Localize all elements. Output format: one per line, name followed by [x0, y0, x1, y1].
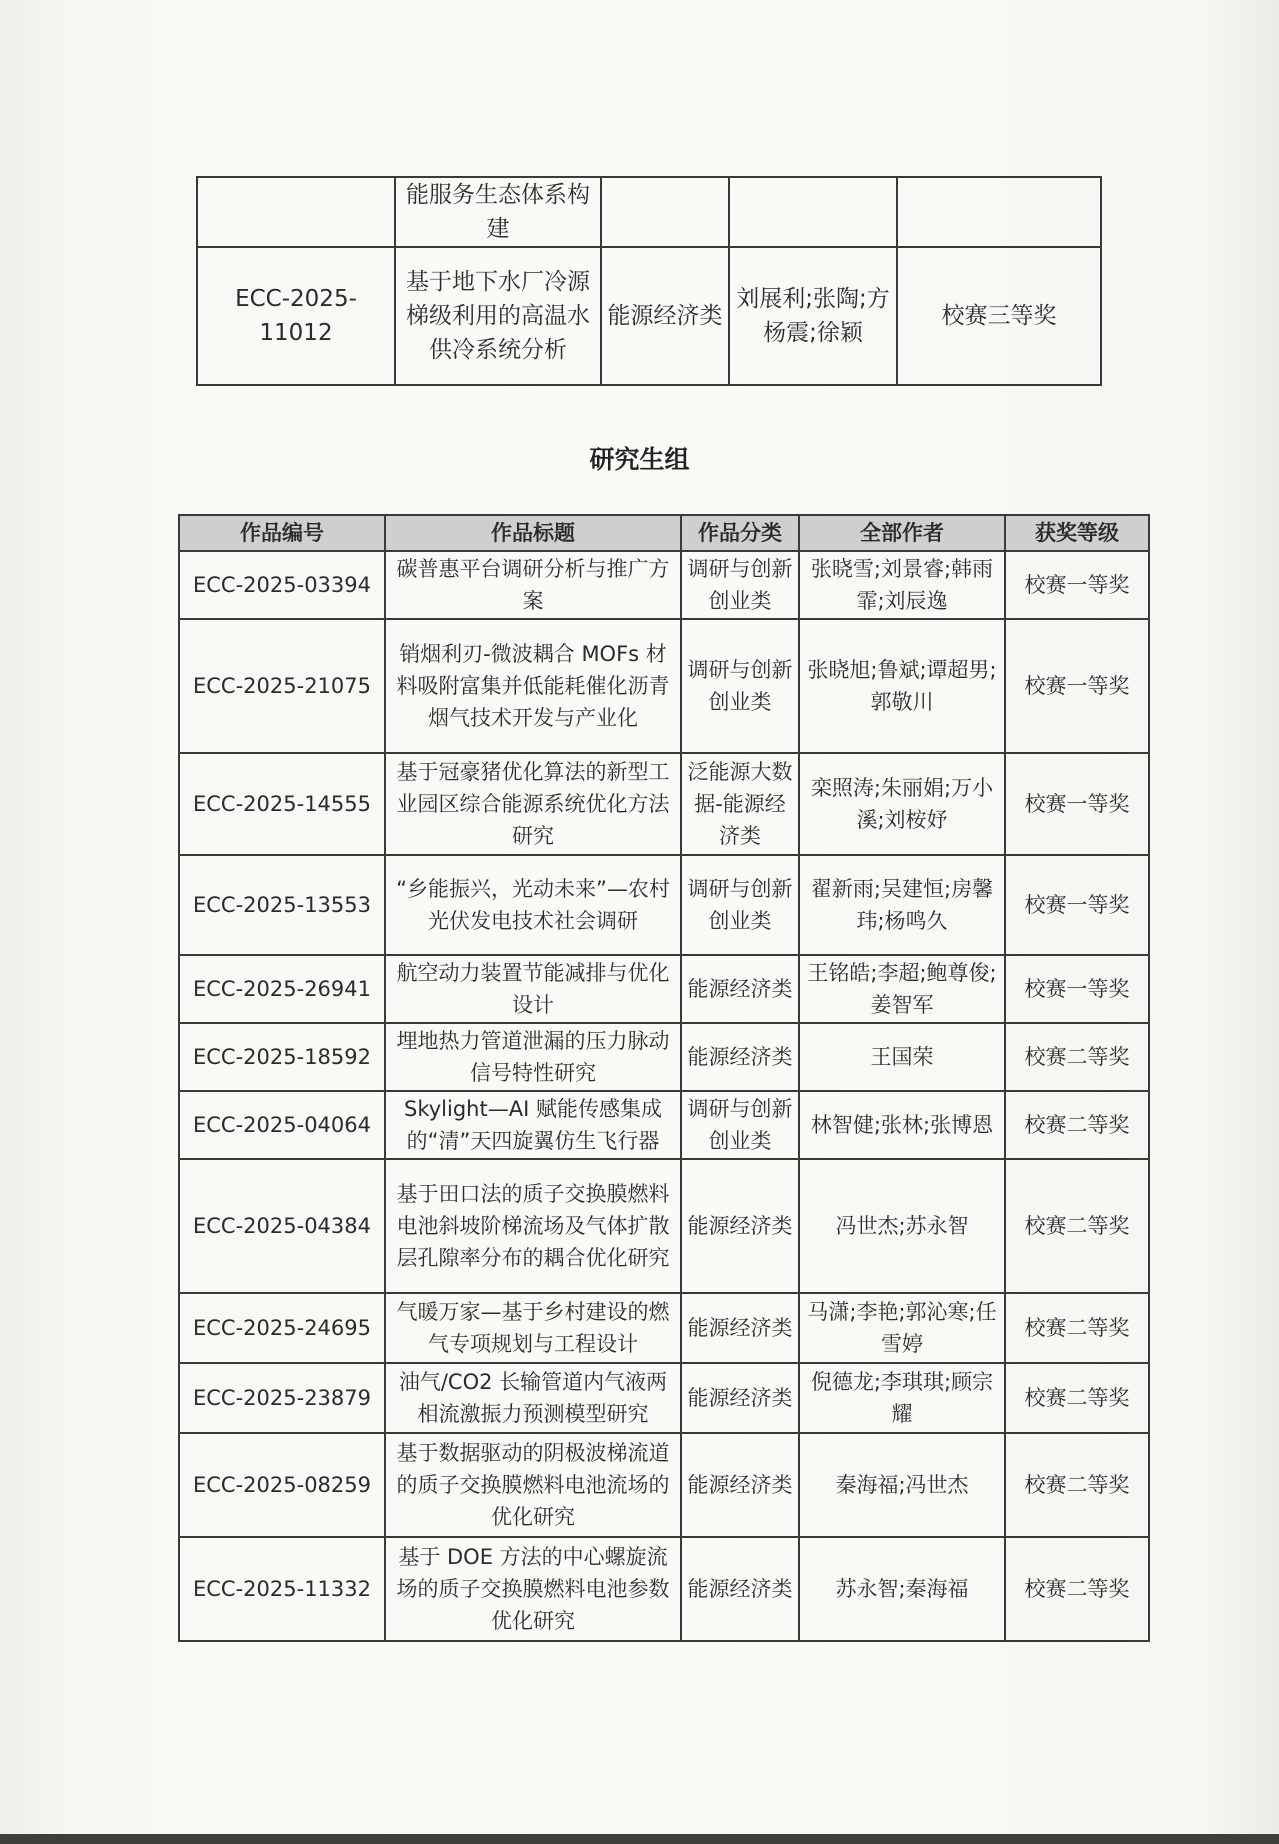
entry-award: 校赛一等奖: [1005, 619, 1149, 753]
table-row: [179, 855, 1149, 955]
header-award: 获奖等级: [1005, 515, 1149, 551]
header-authors: 全部作者: [799, 515, 1005, 551]
entry-title: 基于地下水厂冷源梯级利用的高温水供冷系统分析: [395, 247, 601, 385]
table-row: [179, 1537, 1149, 1641]
entry-category: 能源经济类: [681, 1363, 799, 1433]
table-row: [197, 247, 1101, 385]
entry-title: 油气/CO2 长输管道内气液两相流激振力预测模型研究: [385, 1363, 681, 1433]
entry-id: ECC-2025-24695: [179, 1293, 385, 1363]
entry-authors: 王铭皓;李超;鲍尊俊;姜智军: [799, 955, 1005, 1023]
entry-id: ECC-2025-11012: [197, 247, 395, 385]
entry-title: 埋地热力管道泄漏的压力脉动信号特性研究: [385, 1023, 681, 1091]
entry-authors: 苏永智;秦海福: [799, 1537, 1005, 1641]
section-title: 研究生组: [589, 445, 690, 474]
entry-id: ECC-2025-04384: [179, 1159, 385, 1293]
desk-edge: [0, 1834, 1279, 1844]
entry-category: 能源经济类: [681, 1023, 799, 1091]
entry-category: 能源经济类: [681, 1433, 799, 1537]
entry-authors: 倪德龙;李琪琪;顾宗耀: [799, 1363, 1005, 1433]
table-row: [179, 1091, 1149, 1159]
entry-title: 基于田口法的质子交换膜燃料电池斜坡阶梯流场及气体扩散层孔隙率分布的耦合优化研究: [385, 1159, 681, 1293]
entry-award: 校赛二等奖: [1005, 1023, 1149, 1091]
entry-id: ECC-2025-18592: [179, 1023, 385, 1091]
entry-category: [601, 177, 729, 247]
table-row: [179, 551, 1149, 619]
entry-category: 能源经济类: [681, 955, 799, 1023]
entry-id: ECC-2025-08259: [179, 1433, 385, 1537]
header-title: 作品标题: [385, 515, 681, 551]
entry-award: 校赛三等奖: [897, 247, 1101, 385]
entry-title: 销烟利刃-微波耦合 MOFs 材料吸附富集并低能耗催化沥青烟气技术开发与产业化: [385, 619, 681, 753]
entry-title: 基于 DOE 方法的中心螺旋流场的质子交换膜燃料电池参数优化研究: [385, 1537, 681, 1641]
entry-id: ECC-2025-26941: [179, 955, 385, 1023]
entry-title: 基于数据驱动的阴极波梯流道的质子交换膜燃料电池流场的优化研究: [385, 1433, 681, 1537]
entry-category: 能源经济类: [681, 1159, 799, 1293]
header-category: 作品分类: [681, 515, 799, 551]
table-row: [179, 955, 1149, 1023]
entry-id: ECC-2025-14555: [179, 753, 385, 855]
entry-authors: 翟新雨;吴建恒;房馨玮;杨鸣久: [799, 855, 1005, 955]
entry-title: 能服务生态体系构建: [395, 177, 601, 247]
entry-authors: 冯世杰;苏永智: [799, 1159, 1005, 1293]
table-row: [179, 619, 1149, 753]
entry-category: 能源经济类: [681, 1293, 799, 1363]
graduate-results-table: [178, 514, 1150, 1642]
entry-authors: 马潇;李艳;郭沁寒;任雪婷: [799, 1293, 1005, 1363]
entry-award: 校赛一等奖: [1005, 955, 1149, 1023]
entry-award: [897, 177, 1101, 247]
entry-award: 校赛二等奖: [1005, 1159, 1149, 1293]
entry-id: ECC-2025-21075: [179, 619, 385, 753]
entry-authors: [729, 177, 897, 247]
entry-id: ECC-2025-13553: [179, 855, 385, 955]
header-id: 作品编号: [179, 515, 385, 551]
entry-award: 校赛二等奖: [1005, 1433, 1149, 1537]
entry-title: 气暖万家—基于乡村建设的燃气专项规划与工程设计: [385, 1293, 681, 1363]
entry-award: 校赛二等奖: [1005, 1363, 1149, 1433]
entry-category: 能源经济类: [681, 1537, 799, 1641]
entry-award: 校赛一等奖: [1005, 551, 1149, 619]
entry-award: 校赛二等奖: [1005, 1537, 1149, 1641]
entry-authors: 秦海福;冯世杰: [799, 1433, 1005, 1537]
entry-title: 基于冠豪猪优化算法的新型工业园区综合能源系统优化方法研究: [385, 753, 681, 855]
entry-category: 调研与创新创业类: [681, 1091, 799, 1159]
entry-authors: 刘展利;张陶;方杨震;徐颖: [729, 247, 897, 385]
entry-award: 校赛一等奖: [1005, 753, 1149, 855]
entry-title: Skylight—AI 赋能传感集成的“清”天四旋翼仿生飞行器: [385, 1091, 681, 1159]
entry-award: 校赛二等奖: [1005, 1091, 1149, 1159]
header-row: [179, 515, 1149, 551]
entry-id: ECC-2025-03394: [179, 551, 385, 619]
entry-authors: 林智健;张林;张博恩: [799, 1091, 1005, 1159]
table-row: [179, 753, 1149, 855]
table-row: [197, 177, 1101, 247]
entry-title: 航空动力装置节能减排与优化设计: [385, 955, 681, 1023]
entry-authors: 张晓雪;刘景睿;韩雨霏;刘辰逸: [799, 551, 1005, 619]
entry-authors: 王国荣: [799, 1023, 1005, 1091]
entry-title: “乡能振兴，光动未来”—农村光伏发电技术社会调研: [385, 855, 681, 955]
entry-category: 能源经济类: [601, 247, 729, 385]
entry-authors: 张晓旭;鲁斌;谭超男;郭敬川: [799, 619, 1005, 753]
table-row: [179, 1293, 1149, 1363]
table-row: [179, 1023, 1149, 1091]
entry-award: 校赛一等奖: [1005, 855, 1149, 955]
table-row: [179, 1159, 1149, 1293]
entry-title: 碳普惠平台调研分析与推广方案: [385, 551, 681, 619]
entry-id: ECC-2025-11332: [179, 1537, 385, 1641]
entry-authors: 栾照涛;朱丽娟;万小溪;刘桉妤: [799, 753, 1005, 855]
entry-id: [197, 177, 395, 247]
entry-id: ECC-2025-04064: [179, 1091, 385, 1159]
table-row: [179, 1363, 1149, 1433]
entry-award: 校赛二等奖: [1005, 1293, 1149, 1363]
entry-category: 调研与创新创业类: [681, 855, 799, 955]
entry-category: 调研与创新创业类: [681, 619, 799, 753]
entry-category: 泛能源大数据-能源经济类: [681, 753, 799, 855]
entry-category: 调研与创新创业类: [681, 551, 799, 619]
entry-id: ECC-2025-23879: [179, 1363, 385, 1433]
continued-results-table: [196, 176, 1102, 386]
table-row: [179, 1433, 1149, 1537]
